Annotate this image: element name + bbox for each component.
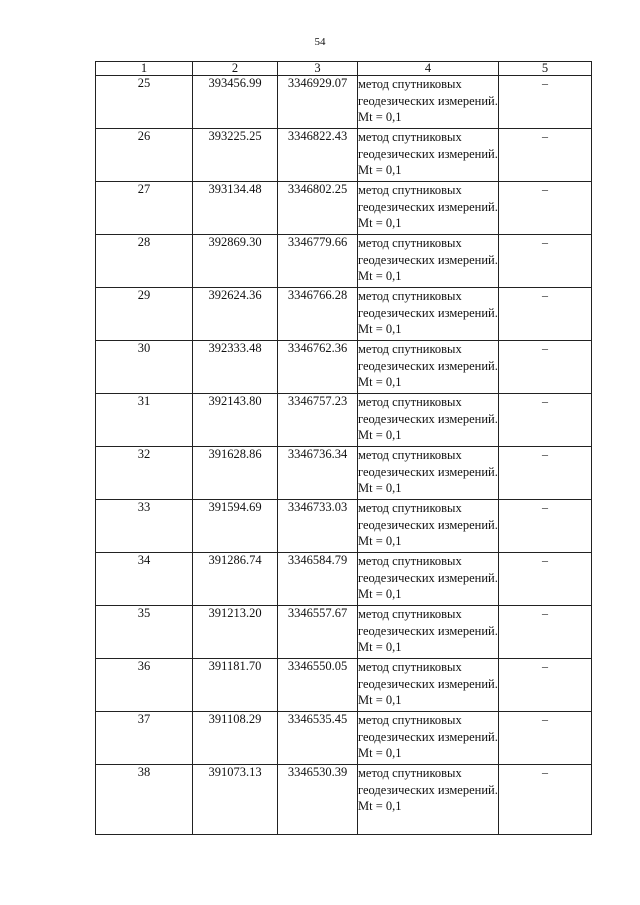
table-row	[96, 553, 592, 606]
note-cell: –	[499, 447, 592, 500]
point-number-cell: 35	[96, 606, 193, 659]
method-cell: метод спутниковых геодезических измерений. Mt = 0,1	[358, 606, 499, 659]
note-cell: –	[499, 341, 592, 394]
note-cell: –	[499, 712, 592, 765]
y-coordinate-cell: 3346766.28	[278, 288, 358, 341]
y-coordinate-cell: 3346535.45	[278, 712, 358, 765]
point-number-cell: 29	[96, 288, 193, 341]
table-row	[96, 182, 592, 235]
x-coordinate-cell: 391213.20	[193, 606, 278, 659]
x-coordinate-cell: 392869.30	[193, 235, 278, 288]
table-row	[96, 394, 592, 447]
point-number-cell: 32	[96, 447, 193, 500]
table-row	[96, 447, 592, 500]
point-number-cell: 36	[96, 659, 193, 712]
table-row	[96, 235, 592, 288]
table-row	[96, 288, 592, 341]
point-number-cell: 25	[96, 76, 193, 129]
note-cell: –	[499, 182, 592, 235]
y-coordinate-cell: 3346530.39	[278, 765, 358, 835]
method-cell: метод спутниковых геодезических измерений. Mt = 0,1	[358, 765, 499, 835]
x-coordinate-cell: 392624.36	[193, 288, 278, 341]
note-cell: –	[499, 500, 592, 553]
y-coordinate-cell: 3346584.79	[278, 553, 358, 606]
method-cell: метод спутниковых геодезических измерений. Mt = 0,1	[358, 341, 499, 394]
x-coordinate-cell: 391181.70	[193, 659, 278, 712]
method-cell: метод спутниковых геодезических измерений. Mt = 0,1	[358, 235, 499, 288]
note-cell: –	[499, 553, 592, 606]
method-cell: метод спутниковых геодезических измерений. Mt = 0,1	[358, 712, 499, 765]
point-number-cell: 38	[96, 765, 193, 835]
method-cell: метод спутниковых геодезических измерений. Mt = 0,1	[358, 659, 499, 712]
table-row	[96, 712, 592, 765]
y-coordinate-cell: 3346779.66	[278, 235, 358, 288]
method-cell: метод спутниковых геодезических измерений. Mt = 0,1	[358, 553, 499, 606]
y-coordinate-cell: 3346557.67	[278, 606, 358, 659]
note-cell: –	[499, 659, 592, 712]
method-cell: метод спутниковых геодезических измерений. Mt = 0,1	[358, 76, 499, 129]
column-header-point-number: 1	[96, 62, 193, 76]
table-row	[96, 659, 592, 712]
table-row	[96, 765, 592, 835]
note-cell: –	[499, 606, 592, 659]
method-cell: метод спутниковых геодезических измерений. Mt = 0,1	[358, 394, 499, 447]
point-number-cell: 34	[96, 553, 193, 606]
note-cell: –	[499, 76, 592, 129]
y-coordinate-cell: 3346762.36	[278, 341, 358, 394]
method-cell: метод спутниковых геодезических измерений. Mt = 0,1	[358, 129, 499, 182]
table-row	[96, 341, 592, 394]
table-row	[96, 129, 592, 182]
y-coordinate-cell: 3346929.07	[278, 76, 358, 129]
note-cell: –	[499, 235, 592, 288]
column-header-x: 2	[193, 62, 278, 76]
point-number-cell: 26	[96, 129, 193, 182]
method-cell: метод спутниковых геодезических измерений. Mt = 0,1	[358, 447, 499, 500]
x-coordinate-cell: 391594.69	[193, 500, 278, 553]
note-cell: –	[499, 129, 592, 182]
x-coordinate-cell: 391628.86	[193, 447, 278, 500]
y-coordinate-cell: 3346733.03	[278, 500, 358, 553]
y-coordinate-cell: 3346550.05	[278, 659, 358, 712]
point-number-cell: 30	[96, 341, 193, 394]
x-coordinate-cell: 393225.25	[193, 129, 278, 182]
point-number-cell: 37	[96, 712, 193, 765]
table-row	[96, 76, 592, 129]
column-header-y: 3	[278, 62, 358, 76]
header-row	[96, 62, 592, 76]
x-coordinate-cell: 393134.48	[193, 182, 278, 235]
x-coordinate-cell: 391108.29	[193, 712, 278, 765]
table-row	[96, 500, 592, 553]
y-coordinate-cell: 3346736.34	[278, 447, 358, 500]
y-coordinate-cell: 3346802.25	[278, 182, 358, 235]
column-header-method: 4	[358, 62, 499, 76]
x-coordinate-cell: 392333.48	[193, 341, 278, 394]
point-number-cell: 31	[96, 394, 193, 447]
y-coordinate-cell: 3346757.23	[278, 394, 358, 447]
note-cell: –	[499, 288, 592, 341]
x-coordinate-cell: 391073.13	[193, 765, 278, 835]
note-cell: –	[499, 765, 592, 835]
note-cell: –	[499, 394, 592, 447]
point-number-cell: 33	[96, 500, 193, 553]
x-coordinate-cell: 392143.80	[193, 394, 278, 447]
point-number-cell: 27	[96, 182, 193, 235]
x-coordinate-cell: 393456.99	[193, 76, 278, 129]
column-header-note: 5	[499, 62, 592, 76]
x-coordinate-cell: 391286.74	[193, 553, 278, 606]
method-cell: метод спутниковых геодезических измерений. Mt = 0,1	[358, 182, 499, 235]
table-row	[96, 606, 592, 659]
method-cell: метод спутниковых геодезических измерений. Mt = 0,1	[358, 500, 499, 553]
y-coordinate-cell: 3346822.43	[278, 129, 358, 182]
page-number: 54	[314, 36, 326, 48]
method-cell: метод спутниковых геодезических измерений. Mt = 0,1	[358, 288, 499, 341]
table-body	[96, 76, 592, 835]
coordinates-table	[95, 61, 592, 835]
table-header	[96, 62, 592, 76]
point-number-cell: 28	[96, 235, 193, 288]
